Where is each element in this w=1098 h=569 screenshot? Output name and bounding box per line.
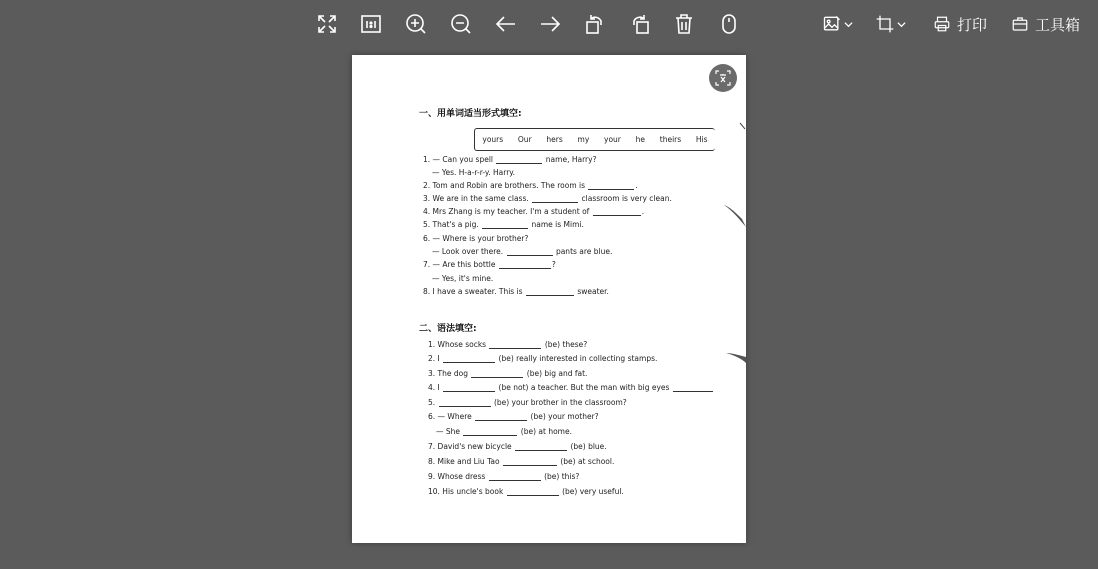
zoom-out-button[interactable] xyxy=(447,10,475,38)
fullscreen-icon xyxy=(315,12,339,36)
toolbox-button[interactable] xyxy=(1011,10,1080,38)
word-box-item: he xyxy=(635,135,646,144)
chevron-down-icon xyxy=(844,20,853,29)
exercise-line: 5. That's a pig. name is Mimi. xyxy=(423,220,584,229)
previous-icon xyxy=(494,12,518,36)
word-box-item: theirs xyxy=(659,135,682,144)
word-box-item: His xyxy=(695,135,708,144)
word-box xyxy=(474,128,715,151)
print-label: 打印 xyxy=(957,15,988,34)
document-page xyxy=(352,55,746,543)
next-icon xyxy=(538,12,562,36)
printer-icon xyxy=(933,15,951,33)
exercise-line: 8. I have a sweater. This is sweater. xyxy=(423,287,609,296)
image-adjust-icon xyxy=(822,14,842,34)
zoom-in-button[interactable] xyxy=(402,10,430,38)
exercise-line: 3. We are in the same class. classroom is very clean. xyxy=(423,194,672,203)
scan-artifact xyxy=(712,115,746,375)
rotate-left-button[interactable] xyxy=(581,10,609,38)
exercise-line: 8. Mike and Liu Tao (be) at school. xyxy=(428,457,615,466)
word-box-item: my xyxy=(577,135,590,144)
exercise-line: 2. I (be) really interested in collecting stamps. xyxy=(428,354,658,363)
zoom-in-icon xyxy=(404,12,428,36)
exercise-line: 4. I (be not) a teacher. But the man with big eyes xyxy=(428,383,714,392)
mouse-mode-button[interactable] xyxy=(715,10,743,38)
ocr-text-icon xyxy=(715,70,731,86)
exercise-line: 7. David's new bicycle (be) blue. xyxy=(428,442,607,451)
exercise-line: 1. Whose socks (be) these? xyxy=(428,340,588,349)
image-adjust-dropdown[interactable] xyxy=(822,10,858,38)
exercise-line: 2. Tom and Robin are brothers. The room is . xyxy=(423,181,638,190)
actual-size-icon xyxy=(359,12,383,36)
section2-title: 二、语法填空: xyxy=(419,324,477,334)
exercise-line: — Yes. H-a-r-r-y. Harry. xyxy=(432,168,516,177)
exercise-line: 6. — Where is your brother? xyxy=(423,234,529,243)
rotate-right-button[interactable] xyxy=(626,10,654,38)
exercise-line: — Yes, it's mine. xyxy=(432,274,494,283)
section1-title: 一、用单词适当形式填空: xyxy=(419,109,522,119)
viewer-toolbar xyxy=(0,0,1098,48)
chevron-down-icon xyxy=(897,20,906,29)
word-box-item: Our xyxy=(517,135,532,144)
delete-button[interactable] xyxy=(670,10,698,38)
crop-icon xyxy=(875,14,895,34)
exercise-line: 4. Mrs Zhang is my teacher. I'm a student of . xyxy=(423,207,645,216)
crop-dropdown[interactable] xyxy=(875,10,911,38)
toolbox-icon xyxy=(1011,15,1029,33)
next-button[interactable] xyxy=(536,10,564,38)
word-box-item: your xyxy=(604,135,621,144)
exercise-line: 6. — Where (be) your mother? xyxy=(428,412,599,421)
exercise-line: — She (be) at home. xyxy=(436,427,572,436)
exercise-line: 1. — Can you spell name, Harry? xyxy=(423,155,597,164)
previous-button[interactable] xyxy=(492,10,520,38)
ocr-button[interactable] xyxy=(709,64,737,92)
delete-icon xyxy=(672,12,696,36)
print-button[interactable] xyxy=(933,10,987,38)
exercise-line: — Look over there. pants are blue. xyxy=(432,247,613,256)
rotate-right-icon xyxy=(628,12,652,36)
word-box-item: yours xyxy=(482,135,504,144)
rotate-left-icon xyxy=(583,12,607,36)
exercise-line: 5. (be) your brother in the classroom? xyxy=(428,398,627,407)
word-box-item: hers xyxy=(546,135,563,144)
mouse-icon xyxy=(717,12,741,36)
exercise-line: 10. His uncle's book (be) very useful. xyxy=(428,487,624,496)
actual-size-button[interactable] xyxy=(357,10,385,38)
zoom-out-icon xyxy=(449,12,473,36)
exercise-line: 7. — Are this bottle ? xyxy=(423,260,556,269)
exercise-line: 3. The dog (be) big and fat. xyxy=(428,369,588,378)
fullscreen-button[interactable] xyxy=(313,10,341,38)
toolbox-label: 工具箱 xyxy=(1035,15,1081,34)
exercise-line: 9. Whose dress (be) this? xyxy=(428,472,580,481)
